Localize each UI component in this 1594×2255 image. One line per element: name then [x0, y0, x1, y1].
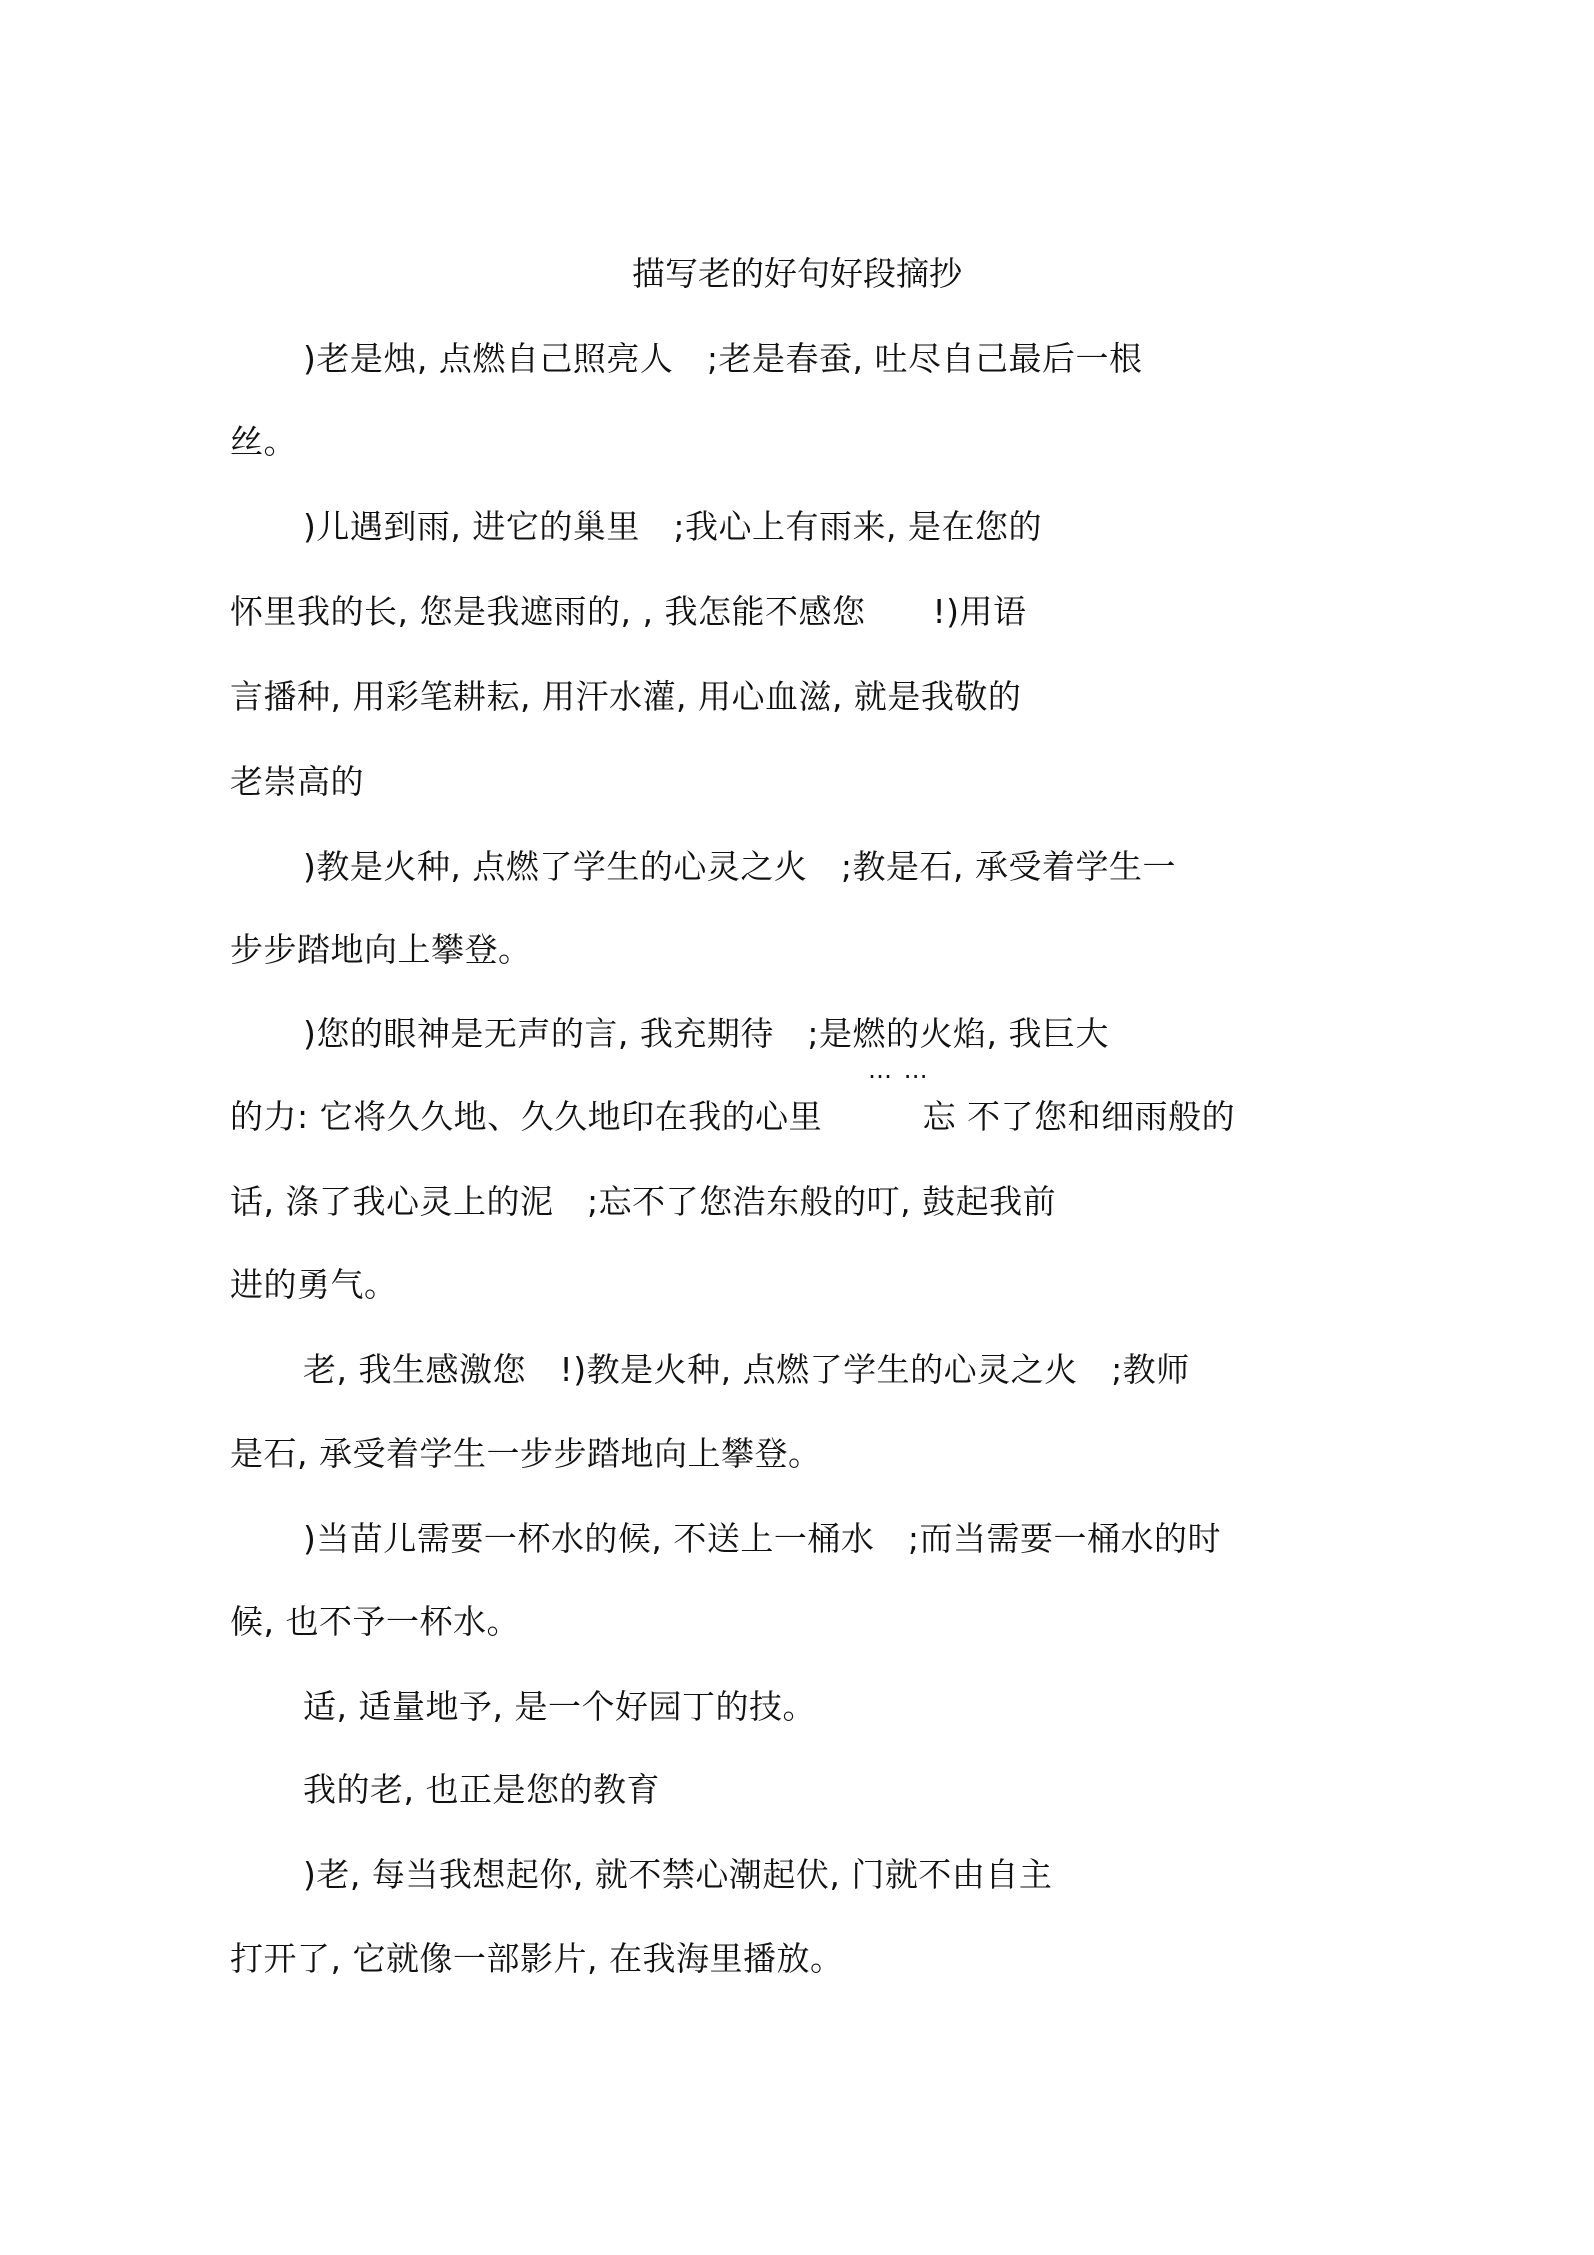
- text-line: 我的老, 也正是您的教育: [303, 1770, 660, 1809]
- text-line: 打开了, 它就像一部影片, 在我海里播放。: [230, 1939, 844, 1978]
- ellipsis-mark: … …: [868, 1056, 930, 1084]
- text-line: 老崇高的: [230, 762, 364, 801]
- text-line: 话, 涤了我心灵上的泥 ;忘不了您浩东般的叮, 鼓起我前: [230, 1182, 1057, 1221]
- text-line: 进的勇气。: [230, 1265, 398, 1304]
- text-line: 步步踏地向上攀登。: [230, 930, 532, 969]
- text-line: 老, 我生感激您 !)教是火种, 点燃了学生的心灵之火 ;教师: [303, 1350, 1190, 1389]
- text-line: 是石, 承受着学生一步步踏地向上攀登。: [230, 1434, 822, 1473]
- text-line: 丝。: [230, 422, 297, 461]
- text-line: 适, 适量地予, 是一个好园丁的技。: [303, 1687, 816, 1726]
- text-line: )当苗儿需要一杯水的候, 不送上一桶水 ;而当需要一桶水的时: [303, 1519, 1221, 1558]
- document-title: 描写老的好句好段摘抄: [632, 254, 962, 293]
- text-line: 言播种, 用彩笔耕耘, 用汗水灌, 用心血滋, 就是我敬的: [230, 677, 1022, 716]
- text-line: )老是烛, 点燃自己照亮人 ;老是春蚕, 吐尽自己最后一根: [303, 339, 1143, 378]
- text-line: )老, 每当我想起你, 就不禁心潮起伏, 门就不由自主: [303, 1855, 1053, 1894]
- text-line: 的力: 它将久久地、久久地印在我的心里 忘 不了您和细雨般的: [230, 1097, 1236, 1136]
- text-line: 候, 也不予一杯水。: [230, 1602, 520, 1641]
- text-line: 怀里我的长, 您是我遮雨的, , 我怎能不感您 !)用语: [230, 592, 1027, 631]
- text-line: )教是火种, 点燃了学生的心灵之火 ;教是石, 承受着学生一: [303, 847, 1176, 886]
- text-line: )儿遇到雨, 进它的巢里 ;我心上有雨来, 是在您的: [303, 507, 1042, 546]
- text-line: )您的眼神是无声的言, 我充期待 ;是燃的火焰, 我巨大: [303, 1014, 1109, 1053]
